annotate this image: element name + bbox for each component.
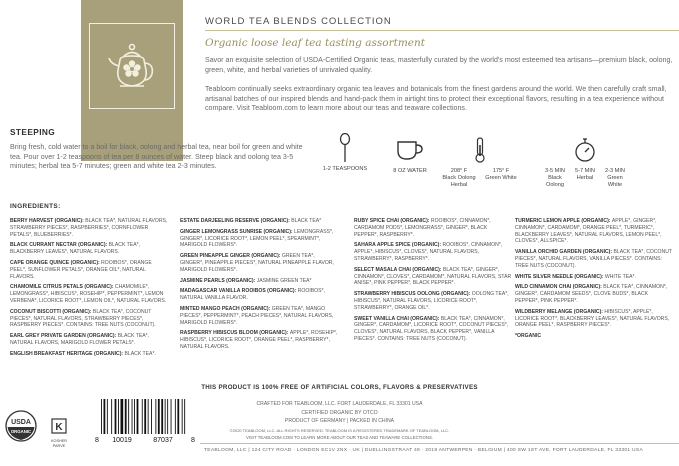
logo-frame (89, 23, 175, 109)
spoon-icon (339, 133, 351, 163)
footer-divider (200, 443, 679, 444)
blend-ingredients: OOLONG TEA*, HIBISCUS*, NATURAL FLAVORS, LICORICE ROOT*, STRAWBERRY*, ORANGE OIL*. (354, 291, 509, 311)
ingredients-column-3 (354, 218, 512, 347)
blend-ingredients: ROOIBOS*, ORANGE PEEL*, SUNFLOWER PETALS*, ORANGE OIL*, NATURAL FLAVORS. (10, 259, 152, 280)
blend-name: ESTATE DARJEELING RESERVE (ORGANIC): (180, 218, 292, 224)
time-green-value: 2-3 MIN (605, 168, 625, 174)
time-herbal-value: 5-7 MIN (575, 168, 595, 174)
blend-ingredients: ROOIBOS*, CINNAMON*, CARDAMOM PODS*, LEMONGRASS*, GINGER*, BLACK PEPPER*, RASPBERRY*. (354, 218, 491, 238)
barcode-bar (177, 399, 179, 434)
blend-ingredients: BLACK TEA*, CINNAMON*, GINGER*, CARDAMOM*, LICORICE ROOT*, COCONUT PIECES*, CLOVES*, NATURAL FLAVORS, BLACK PEPPER*, VANILLA PIECES*. CONTAINS: TREE NUTS (COCONUT). (354, 315, 509, 342)
blend-name: WHITE SILVER NEEDLE (ORGANIC): (515, 273, 605, 280)
blend-ingredients: HIBISCUS*, APPLE*, LICORICE ROOT*, BLACKBERRY LEAVES*, NATURAL FLAVORS, ORANGE PEEL*, RASPBERRY PIECES*. (515, 308, 670, 329)
ingredient-entry (180, 218, 338, 225)
blend-ingredients: BLACK TEA* (291, 218, 322, 224)
crafted-for: CRAFTED FOR TEABLOOM, LLC. FORT LAUDERDALE, FL 33301 USA (256, 401, 423, 407)
steeping-heading: STEEPING (10, 127, 56, 137)
barcode-bar (184, 399, 185, 434)
barcode-bar (161, 399, 163, 434)
intro-paragraph-1: Savor an exquisite selection of USDA-Certified Organic teas, masterfully curated by the world's most esteemed tea artisans—premium black, oolong, green, white, and herbal varieties of unrivaled quality. (205, 56, 673, 74)
blend-name: SWEET VANILLA CHAI (ORGANIC): (354, 315, 441, 322)
barcode-bar (107, 399, 108, 434)
stopwatch-icon (573, 137, 597, 163)
blend-name: CAPE ORANGE QUINCE (ORGANIC): (10, 259, 102, 266)
kosher-label: KOSHER PARVE (50, 439, 68, 448)
blend-ingredients: CHAMOMILE*, LEMONGRASS*, HIBISCUS*, ROSEHIP*, PEPPERMINT*, LEMON VERBENA*, LICORICE ROOT*, LEMON OIL*, NATURAL FLAVORS. (10, 284, 167, 304)
blend-name: EARL GREY PRIVATE GARDEN (ORGANIC): (10, 333, 118, 340)
blend-name: CHAMOMILE CITRUS PETALS (ORGANIC): (10, 284, 115, 291)
blend-name: BLACK CURRANT NECTAR (ORGANIC): (10, 242, 109, 249)
teaspoon-label: 1-2 TEASPOONS (322, 166, 368, 172)
ingredient-entry (180, 288, 338, 302)
blend-name: GINGER LEMONGRASS SUNRISE (ORGANIC): (180, 228, 295, 235)
barcode-bar (125, 399, 127, 434)
time-herbal-label: Herbal (576, 175, 594, 181)
blend-ingredients: BLACK TEA*, NATURAL FLAVORS, STRAWBERRY PIECES*, RASPBERRIES*, CORNFLOWER PETALS*, BLUEBERRIES*. (10, 218, 168, 238)
blend-name: SELECT MASALA CHAI (ORGANIC): (354, 266, 443, 273)
barcode-bar (167, 399, 168, 434)
teapot-icon (106, 36, 158, 96)
blend-ingredients: JASMINE GREEN TEA* (256, 277, 312, 284)
ingredient-entry (515, 309, 673, 329)
temp-green-label: Green White (485, 175, 517, 181)
blend-ingredients: BLACK TEA*, COCONUT PIECES*, NATURAL FLAVORS, STRAWBERRY PIECES*, RASPBERRY PIECES*. CONTAINS: TREE NUTS (COCONUT). (10, 308, 156, 329)
cup-icon (395, 138, 425, 162)
temp-black-label: Black Oolong Herbal (442, 175, 476, 188)
barcode-digits-1: 10019 (112, 437, 132, 443)
barcode-bar (182, 399, 183, 434)
barcode-bar (121, 399, 124, 434)
ingredient-entry (354, 291, 512, 311)
thermometer-icon (473, 137, 487, 163)
ingredient-entry (10, 309, 168, 329)
barcode (93, 397, 197, 443)
temp-black-value: 208° F (450, 168, 468, 174)
blend-name: TURMERIC LEMON APPLE (ORGANIC): (515, 218, 612, 224)
product-origin: PRODUCT OF GERMANY | PACKED IN CHINA (284, 418, 395, 424)
barcode-bar (104, 399, 106, 434)
blend-ingredients: APPLE*, GINGER*, CINNAMON*, CARDAMOM*, ORANGE PEEL*, TURMERIC*, BLACKBERRY LEAVES*, NATURAL FLAVORS, LEMON PEEL*, CLOVES*, ALLSPICE*. (515, 218, 662, 245)
ingredient-entry (10, 242, 168, 256)
ingredients-column-2 (180, 218, 338, 355)
barcode-bar (155, 399, 156, 434)
blend-ingredients: ROOIBOS*, NATURAL VANILLA FLAVOR. (180, 288, 325, 302)
barcode-bar (111, 399, 112, 434)
blend-name: JASMINE PEARLS (ORGANIC): (180, 277, 257, 284)
certified-by: CERTIFIED ORGANIC BY OTCO (301, 410, 378, 416)
barcode-bar (118, 399, 119, 434)
time-green-label: Green White (607, 175, 623, 188)
ingredient-entry (180, 330, 338, 350)
time-info (540, 137, 630, 189)
blend-ingredients: LEMONGRASS*, GINGER*, LICORICE ROOT*, LEMON PEEL*, SPEARMINT*, MARIGOLD FLOWERS*. (180, 228, 334, 249)
ingredient-entry (10, 260, 168, 280)
ingredient-entry (10, 218, 168, 238)
ingredient-entry (515, 274, 673, 281)
blend-name: VANILLA ORCHID GARDEN (ORGANIC): (515, 249, 614, 256)
ingredient-entry (180, 278, 338, 285)
collection-title: WORLD TEA BLENDS COLLECTION (205, 16, 392, 27)
barcode-bar (132, 399, 133, 434)
ingredient-entry (515, 284, 673, 304)
barcode-bar (175, 399, 176, 434)
ingredient-entry (354, 242, 512, 262)
ingredients-column-4 (515, 218, 673, 340)
barcode-digit-left: 8 (95, 437, 99, 443)
barcode-bar (148, 399, 149, 434)
ingredient-entry (180, 229, 338, 249)
subtitle: Organic loose leaf tea tasting assortment (205, 37, 425, 49)
barcode-bar (151, 399, 152, 434)
brand-logo-panel (81, 0, 183, 161)
barcode-bar (171, 399, 172, 434)
barcode-bar (128, 399, 129, 434)
ingredient-entry (10, 284, 168, 304)
usda-organic-seal-icon (5, 410, 37, 442)
company-addresses: TEABLOOM, LLC | 124 CITY ROAD · LONDON EC1V 2NX · UK | DUELLINGSTRAAT 49 · 2018 ANTWERPEN · BELGIUM | 400 SW 1ST AVE, FORT LAUDERDALE, FL 33301 USA (204, 448, 644, 453)
barcode-bar (134, 399, 135, 434)
blend-ingredients: BLACK TEA*, COCONUT PIECES*, NATURAL FLAVORS, VANILLA PIECES*. CONTAINS: TREE NUTS (COCONUT). (515, 249, 672, 269)
ingredient-entry (10, 351, 168, 358)
ingredient-entry (354, 218, 512, 238)
barcode-bar (137, 399, 139, 434)
barcode-bar (101, 399, 102, 434)
blend-ingredients: BLACK TEA*, CINNAMON*, GINGER*, CARDAMOM SEEDS*, CLOVE BUDS*, BLACK PEPPER*, PINK PEPPER*. (515, 284, 668, 304)
ingredients-column-1 (10, 218, 168, 362)
barcode-bar (165, 399, 166, 434)
intro-paragraph-2: Teabloom continually seeks extraordinary organic tea leaves and botanicals from the finest gardens around the world. We then carefully craft small, artisanal batches of our inspired blends and hand-pack them in airtight tins to protect their exceptional flavors, resulting in a tea experience without compare. Visit Teabloom.com to learn more about our teas and teaware collections. (205, 85, 667, 113)
barcode-digits-2: 87037 (153, 437, 173, 443)
blend-ingredients: GREEN TEA*, MANGO PIECES*, PEPPERMINT*, PEACH PIECES*, NATURAL FLAVORS, MARIGOLD FLOWERS*. (180, 305, 334, 326)
blend-name: WILD CINNAMON CHAI (ORGANIC): (515, 284, 604, 291)
blend-ingredients: BLACK TEA*. (124, 350, 156, 357)
barcode-bar (115, 399, 117, 434)
water-label: 8 OZ WATER (393, 168, 427, 174)
blend-ingredients: ROOIBOS*, CINNAMON*, APPLE*, HIBISCUS*, CLOVES*, NATURAL FLAVORS, STRAWBERRY*, RASPBERRY*. (354, 242, 503, 262)
time-black-value: 3-5 MIN (545, 168, 565, 174)
trademark-notice: ©2020 TEABLOOM, LLC. ALL RIGHTS RESERVED. TEABLOOM IS A REGISTERED TRADEMARK OF TEABLOOM, LLC. (229, 428, 450, 433)
blend-name: SAHARA APPLE SPICE (ORGANIC): (354, 242, 443, 249)
blend-name: STRAWBERRY HIBISCUS OOLONG (ORGANIC): (354, 291, 472, 298)
ingredient-entry (10, 333, 168, 347)
ingredients-heading: INGREDIENTS: (10, 203, 61, 210)
barcode-bar (142, 399, 143, 434)
blend-name: BERRY HARVEST (ORGANIC): (10, 218, 86, 224)
ingredient-entry (515, 249, 673, 269)
kosher-k-icon (48, 418, 70, 434)
barcode-bar (158, 399, 160, 434)
blend-ingredients: APPLE*, ROSEHIP*, HIBISCUS*, LICORICE ROOT*, ORANGE PEEL*, RASPBERRY*, NATURAL FLAVORS. (180, 330, 338, 350)
barcode-bar (144, 399, 146, 434)
blend-name: RUBY SPICE CHAI (ORGANIC): (354, 218, 431, 224)
blend-name: RASPBERRY HIBISCUS BLOOM (ORGANIC): (180, 330, 290, 337)
blend-name: MADAGASCAR VANILLA ROOIBOS (ORGANIC): (180, 288, 298, 295)
blend-ingredients: GREEN TEA*, GINGER*, PINEAPPLE PIECES*, NATURAL PINEAPPLE FLAVOR, MARIGOLD FLOWERS*. (180, 253, 334, 273)
steeping-instructions: Bring fresh, cold water to a boil for black, oolong and herbal tea, near boil for green and white tea. Pour over 1-2 teaspoons of tea per 8 ounces of water. Steep black and oolong tea 3-5 minutes; herbal tea 5-7 minutes; green and white tea 2-3 minutes. (10, 143, 303, 170)
visit-website: VISIT TEABLOOM.COM TO LEARN MORE ABOUT OUR TEAS AND TEAWARE COLLECTIONS. (245, 435, 434, 440)
ingredient-entry (180, 306, 338, 326)
blend-name: ENGLISH BREAKFAST HERITAGE (ORGANIC): (10, 350, 125, 357)
blend-ingredients: BLACK TEA*, GINGER*, CINNAMON*, CLOVES*, CARDAMOM*, NATURAL FLAVORS, STAR ANISE*, PINK PEPPER*, BLACK PEPPER*. (354, 266, 512, 287)
teaspoon-info (320, 133, 370, 173)
water-info (385, 138, 435, 175)
temp-green-value: 175° F (492, 168, 510, 174)
temperature-info (440, 137, 520, 189)
usda-seal-organic: ORGANIC (10, 429, 32, 434)
blend-ingredients: BLACK TEA*, BLACKBERRY LEAVES*, NATURAL FLAVORS. (10, 242, 140, 256)
ingredient-entry (180, 253, 338, 273)
usda-seal-text: USDA (11, 419, 31, 426)
blend-name: WILDBERRY MELANGE (ORGANIC): (515, 308, 605, 315)
header-divider (205, 30, 679, 31)
organic-footnote: *ORGANIC (515, 333, 542, 340)
blend-name: GREEN PINEAPPLE GINGER (ORGANIC): (180, 253, 282, 260)
ingredient-entry (354, 267, 512, 287)
blend-name: MINTED MANGO PEACH (ORGANIC): (180, 305, 272, 312)
barcode-digit-right: 8 (191, 437, 195, 443)
blend-ingredients: WHITE TEA*. (604, 273, 636, 280)
ingredient-entry (515, 218, 673, 245)
blend-name: COCONUT BISCOTTI (ORGANIC): (10, 308, 93, 315)
free-of-statement: THIS PRODUCT IS 100% FREE OF ARTIFICIAL COLORS, FLAVORS & PRESERVATIVES (201, 384, 478, 391)
blend-ingredients: BLACK TEA*, NATURAL FLAVORS, MARIGOLD FLOWER PETALS*. (10, 333, 150, 346)
ingredient-entry (354, 316, 512, 343)
kosher-parve-mark (48, 418, 70, 448)
svg-text:K: K (55, 422, 63, 433)
time-black-label: Black Oolong (545, 175, 565, 188)
